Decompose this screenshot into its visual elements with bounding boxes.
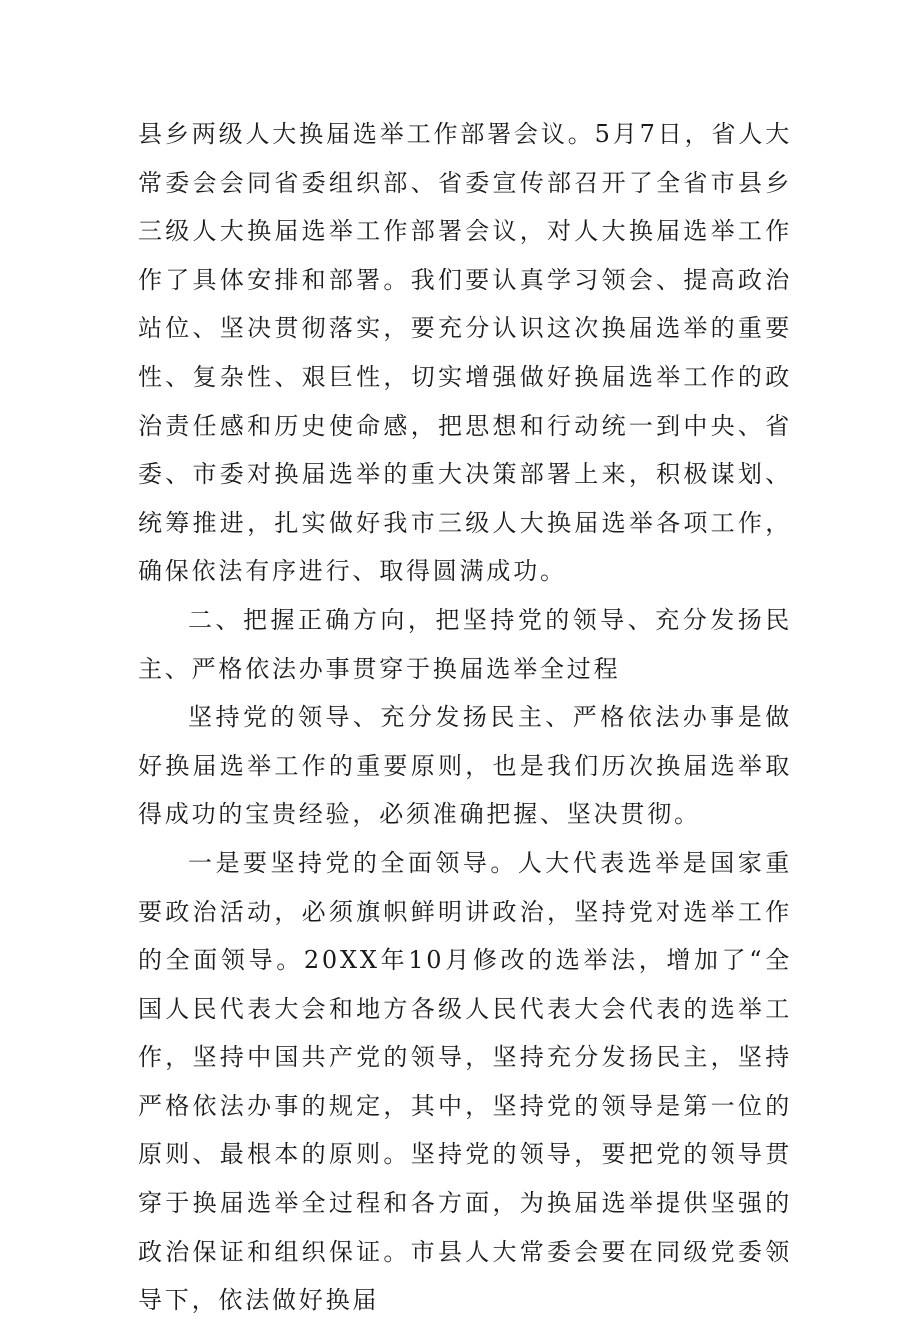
paragraph-principles: 坚持党的领导、充分发扬民主、严格依法办事是做好换届选举工作的重要原则，也是我们历次换届选举取得成功的宝贵经验，必须准确把握、坚决贯彻。 — [138, 703, 792, 829]
section-heading: 二、把握正确方向，把坚持党的领导、充分发扬民主、严格依法办事贯穿于换届选举全过程 — [138, 605, 792, 683]
paragraph-party-leadership: 一是要坚持党的全面领导。人大代表选举是国家重要政治活动，必须旗帜鲜明讲政治，坚持党对选举工作的全面领导。20XX年10月修改的选举法，增加了“全国人民代表大会和地方各级人民代表大会代表的选举工作，坚持中国共产党的领导，坚持充分发扬民主，坚持严格依法办事的规定，其中，坚持党的领导是第一位的原则、最根本的原则。坚持党的领导，要把党的领导贯穿于换届选举全过程和各方面，为换届选举提供坚强的政治保证和组织保证。市县人大常委会要在同级党委领导下，依法做好换届 — [138, 848, 792, 1315]
paragraph-continuation: 县乡两级人大换届选举工作部署会议。5月7日，省人大常委会会同省委组织部、省委宣传部召开了全省市县乡三级人大换届选举工作部署会议，对人大换届选举工作作了具体安排和部署。我们要认真学习领会、提高政治站位、坚决贯彻落实，要充分认识这次换届选举的重要性、复杂性、艰巨性，切实增强做好换届选举工作的政治责任感和历史使命感，把思想和行动统一到中央、省委、市委对换届选举的重大决策部署上来，积极谋划、统筹推进，扎实做好我市三级人大换届选举各项工作，确保依法有序进行、取得圆满成功。 — [138, 120, 792, 586]
document-body — [138, 110, 792, 1325]
